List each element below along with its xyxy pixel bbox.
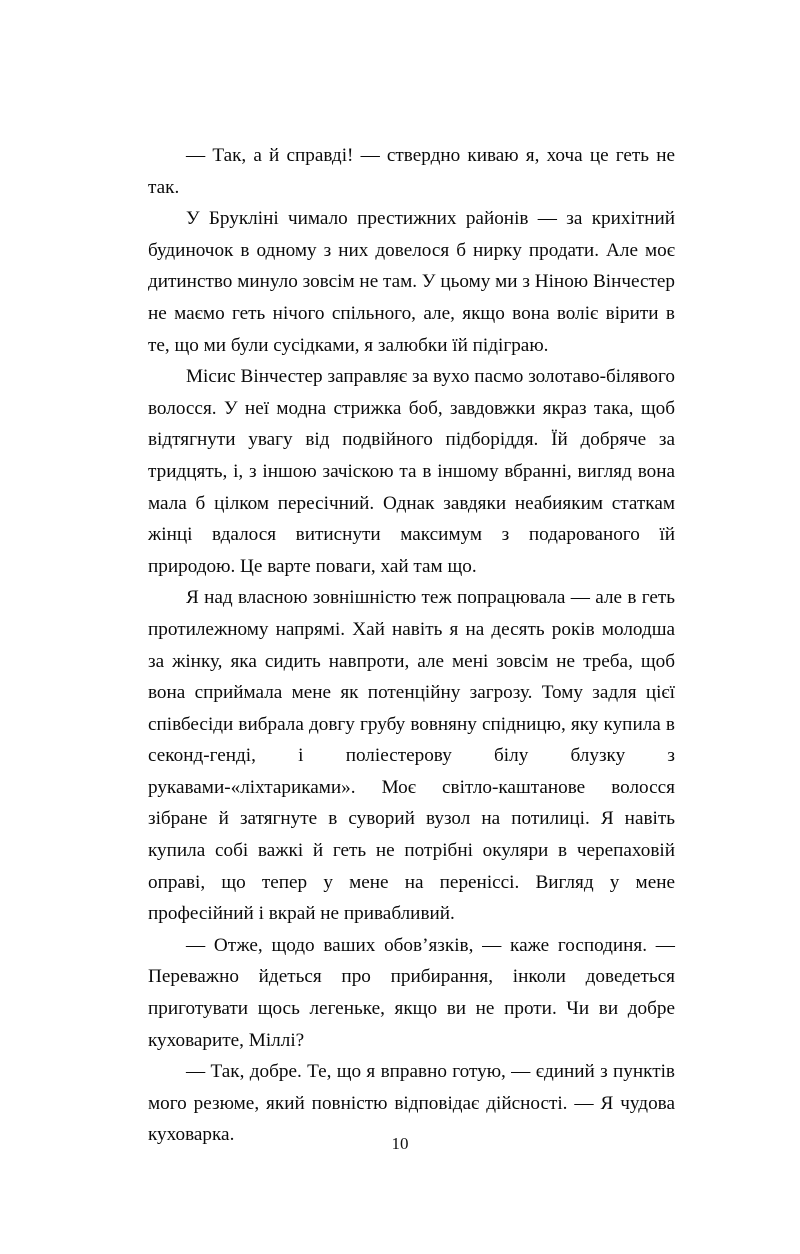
- page-number: 10: [391, 1134, 409, 1153]
- paragraph: Місис Вінчестер заправляє за вухо пасмо золотаво-білявого волосся. У неї модна стрижка боб, завдовжки якраз така, щоб відтягнути увагу від подвійного підборіддя. Їй добряче за тридцять, і, з іншою зачіскою та в іншому вбранні, вигляд вона мала б цілком пересічний. Однак завдяки неабияким статкам жінці вдалося витиснути максимум з подарованого їй природою. Це варте поваги, хай там що.: [148, 366, 675, 577]
- paragraph: Я над власною зовнішністю теж попрацювала — але в геть протилежному напрямі. Хай навіть я на десять років молодша за жінку, яка сидить навпроти, але мені зовсім не треба, щоб вона сприймала мене як потенційну загрозу. Тому задля цієї співбесіди вибрала довгу грубу вовняну спідницю, яку купила в секонд-генді, і поліестерову білу блузку з рукавами-«ліхтариками». Моє світло-каштанове волосся зібране й затягнуте в суворий вузол на потилиці. Я навіть купила собі важкі й геть не потрібні окуляри в черепаховій оправі, що тепер у мене на переніссі. Вигляд у мене професійний і вкрай не привабливий.: [148, 587, 675, 925]
- paragraph: У Брукліні чимало престижних районів — за крихітний будиночок в одному з них довелося б нирку продати. Але моє дитинство минуло зовсім не там. У цьому ми з Ніною Вінчестер не маємо геть нічого спільного, але, якщо вона воліє вірити в те, що ми були сусідками, я залюбки їй підіграю.: [148, 208, 675, 356]
- paragraph: — Так, а й справді! — ствердно киваю я, хоча це геть не так.: [148, 145, 675, 198]
- paragraph: — Отже, щодо ваших обов’язків, — каже господиня. — Переважно йдеться про прибирання, інколи доведеться приготувати щось легеньке, якщо ви не проти. Чи ви добре куховарите, Міллі?: [148, 934, 675, 1051]
- page-body: [148, 140, 675, 1151]
- paragraph: — Так, добре. Те, що я вправно готую, — єдиний з пунктів мого резюме, який повністю відповідає дійсності. — Я чудова куховарка.: [148, 1061, 675, 1146]
